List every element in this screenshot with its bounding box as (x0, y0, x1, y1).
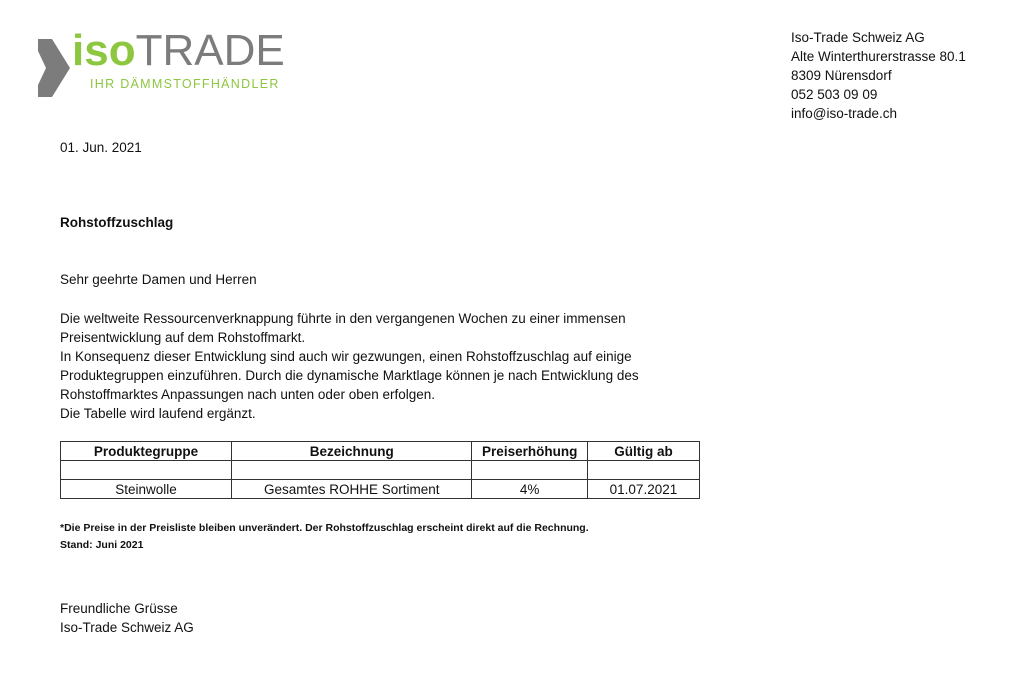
letter-body (60, 309, 700, 423)
brand-tagline: IHR DÄMMSTOFFHÄNDLER (90, 77, 280, 91)
brand-trade: TRADE (135, 26, 285, 75)
body-line: In Konsequenz dieser Entwicklung sind auch wir gezwungen, einen Rohstoffzuschlag auf einige (60, 349, 632, 364)
table-cell: Steinwolle (61, 480, 232, 499)
table-cell (587, 461, 699, 480)
brand-iso: iso (72, 26, 136, 75)
table-header-row (61, 442, 700, 461)
table-cell: 4% (472, 480, 587, 499)
header-cell: Produktegruppe (61, 442, 232, 461)
body-line: Produktegruppen einzuführen. Durch die dynamische Marktlage können je nach Entwicklung des (60, 368, 639, 383)
address-street: Alte Winterthurerstrasse 80.1 (791, 49, 966, 64)
header-cell: Bezeichnung (231, 442, 472, 461)
brand-name (72, 25, 285, 77)
address-phone: 052 503 09 09 (791, 87, 878, 102)
address-email[interactable]: info@iso-trade.ch (791, 106, 898, 121)
body-line: Die weltweite Ressourcenverknappung führte in den vergangenen Wochen zu einer immensen (60, 311, 626, 326)
sender-address (791, 28, 966, 123)
table-cell: Gesamtes ROHHE Sortiment (231, 480, 472, 499)
table-cell (61, 461, 232, 480)
company-logo (38, 25, 298, 97)
footnote-text: *Die Preise in der Preisliste bleiben unverändert. Der Rohstoffzuschlag erscheint direkt auf die Rechnung. (60, 522, 589, 534)
header-cell: Preiserhöhung (472, 442, 587, 461)
body-line: Preisentwicklung auf dem Rohstoffmarkt. (60, 330, 306, 345)
footnote (60, 520, 589, 554)
table-cell (472, 461, 587, 480)
closing-signature: Iso-Trade Schweiz AG (60, 620, 194, 635)
letter-subject: Rohstoffzuschlag (60, 215, 174, 230)
header-cell: Gültig ab (587, 442, 699, 461)
surcharge-table (60, 441, 700, 499)
letter-closing (60, 599, 194, 637)
letter-date: 01. Jun. 2021 (60, 140, 142, 155)
table-row (61, 461, 700, 480)
body-line: Die Tabelle wird laufend ergänzt. (60, 406, 256, 421)
table-cell (231, 461, 472, 480)
address-city: 8309 Nürensdorf (791, 68, 892, 83)
body-line: Rohstoffmarktes Anpassungen nach unten oder oben erfolgen. (60, 387, 436, 402)
letter-greeting: Sehr geehrte Damen und Herren (60, 272, 257, 287)
footnote-date: Stand: Juni 2021 (60, 539, 144, 551)
table-cell: 01.07.2021 (587, 480, 699, 499)
table-row (61, 480, 700, 499)
closing-salutation: Freundliche Grüsse (60, 601, 178, 616)
address-company: Iso-Trade Schweiz AG (791, 30, 925, 45)
chevron-logo-icon (38, 39, 72, 97)
